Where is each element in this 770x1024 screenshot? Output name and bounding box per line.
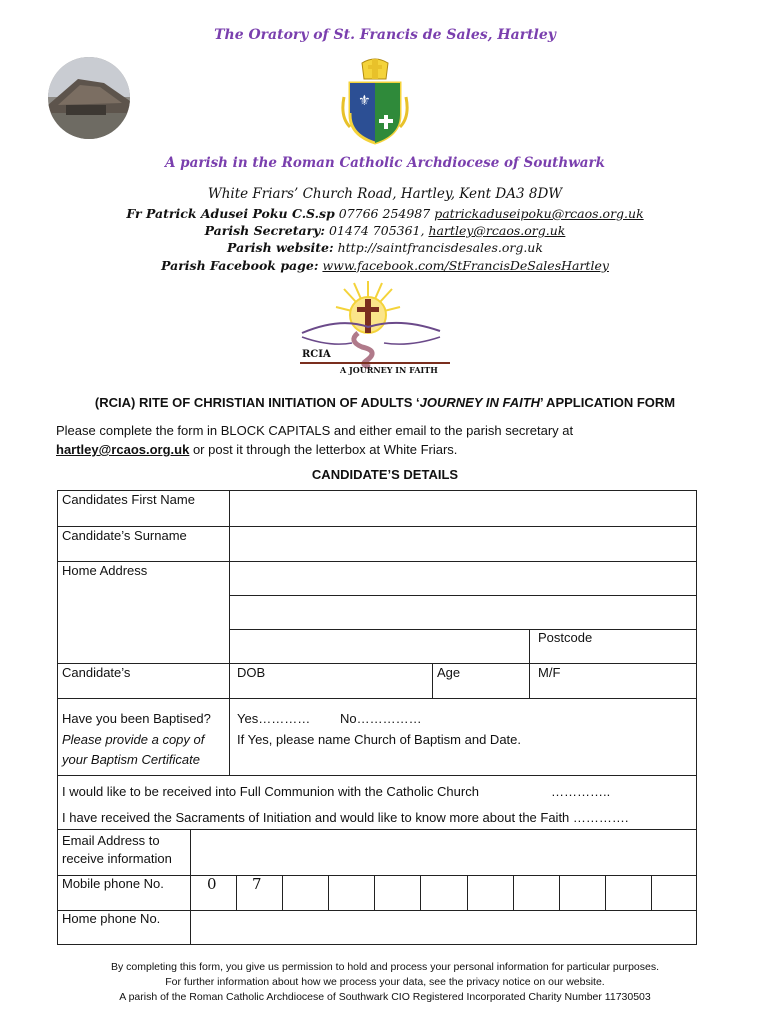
form-title-italic: JOURNEY IN FAITH xyxy=(419,395,541,410)
intro-email-link[interactable]: hartley@rcaos.org.uk xyxy=(56,442,190,457)
secretary-label: Parish Secretary: xyxy=(204,223,326,238)
baptised-no-option[interactable]: No…………… xyxy=(340,711,422,726)
email-input[interactable] xyxy=(191,830,696,875)
full-communion-tick[interactable]: ………….. xyxy=(551,784,611,799)
age-label: Age xyxy=(437,665,461,680)
address-line3-input[interactable] xyxy=(230,630,529,663)
intro-paragraph xyxy=(56,421,698,459)
mobile-digit-box[interactable] xyxy=(375,876,419,909)
church-photo xyxy=(48,57,130,139)
svg-text:⚜: ⚜ xyxy=(358,93,371,109)
mobile-digit-box[interactable] xyxy=(560,876,604,909)
rcia-logo-text: RCIA xyxy=(302,349,331,360)
email-label-line1: Email Address to xyxy=(62,833,160,848)
first-name-label: Candidates First Name xyxy=(62,492,195,507)
rcia-logo-tagline: A JOURNEY IN FAITH xyxy=(340,365,438,375)
parish-title: The Oratory of St. Francis de Sales, Hartley xyxy=(214,27,556,43)
postcode-label: Postcode xyxy=(538,630,593,645)
priest-contact-line xyxy=(0,206,770,221)
rcia-logo-rule xyxy=(300,362,450,364)
footer-charity: A parish of the Roman Catholic Archdiocese of Southwark CIO Registered Incorporated Charity Number 11730503 xyxy=(119,991,651,1003)
baptism-note-line1: Please provide a copy of xyxy=(62,732,205,747)
form-title-post: ’ APPLICATION FORM xyxy=(540,395,676,410)
home-phone-input[interactable] xyxy=(191,911,696,944)
home-address-label: Home Address xyxy=(62,563,148,578)
priest-name: Fr Patrick Adusei Poku C.S.sp xyxy=(126,206,335,221)
surname-label: Candidate’s Surname xyxy=(62,528,187,543)
facebook-link[interactable]: www.facebook.com/StFrancisDeSalesHartley xyxy=(322,258,609,273)
website-link[interactable]: http://saintfrancisdesales.org.uk xyxy=(337,240,543,255)
address-line2-input[interactable] xyxy=(230,596,696,629)
address-line1-input[interactable] xyxy=(230,562,696,595)
website-label: Parish website: xyxy=(227,240,334,255)
parish-subtitle: A parish in the Roman Catholic Archdiocese of Southwark xyxy=(164,155,606,171)
candidates-label: Candidate’s xyxy=(62,665,131,680)
dob-label: DOB xyxy=(237,665,266,680)
home-phone-label: Home phone No. xyxy=(62,911,161,926)
mobile-digit-box[interactable] xyxy=(329,876,373,909)
mobile-digit-box[interactable] xyxy=(514,876,558,909)
mobile-digit-box[interactable] xyxy=(283,876,327,909)
archdiocese-crest-icon xyxy=(340,57,410,147)
secretary-phone: 01474 705361, xyxy=(329,223,425,238)
full-communion-statement: I would like to be received into Full Communion with the Catholic Church xyxy=(62,784,479,799)
mobile-digit-2: 7 xyxy=(252,875,262,893)
email-label-line2: receive information xyxy=(62,851,172,866)
parish-address: White Friars’ Church Road, Hartley, Kent DA3 8DW xyxy=(207,186,563,202)
baptism-note-line2: your Baptism Certificate xyxy=(62,752,200,767)
mobile-digit-1: 0 xyxy=(207,875,217,893)
candidate-details-table xyxy=(57,490,697,945)
form-title xyxy=(0,395,770,410)
sex-label: M/F xyxy=(538,665,561,680)
mobile-digit-box[interactable] xyxy=(606,876,650,909)
mobile-digit-box[interactable] xyxy=(468,876,512,909)
footer-consent: By completing this form, you give us permission to hold and process your personal information for particular purposes. xyxy=(110,961,659,973)
secretary-email-link[interactable]: hartley@rcaos.org.uk xyxy=(428,223,566,238)
mobile-phone-label: Mobile phone No. xyxy=(62,876,164,891)
footer-privacy: For further information about how we process your data, see the privacy notice on our website. xyxy=(165,976,605,988)
rcia-logo xyxy=(300,277,450,377)
facebook-label: Parish Facebook page: xyxy=(161,258,319,273)
baptised-question: Have you been Baptised? xyxy=(62,711,211,726)
baptism-church-prompt: If Yes, please name Church of Baptism and Date. xyxy=(237,732,522,747)
secretary-contact-line xyxy=(0,223,770,238)
website-line xyxy=(0,240,770,255)
candidate-details-heading: CANDIDATE’S DETAILS xyxy=(311,467,459,482)
priest-email-link[interactable]: patrickaduseipoku@rcaos.org.uk xyxy=(434,206,644,221)
intro-text: Please complete the form in BLOCK CAPITALS and either email to the parish secretary at xyxy=(56,423,574,438)
baptised-yes-option[interactable]: Yes………… xyxy=(237,711,311,726)
form-title-pre: (RCIA) RITE OF CHRISTIAN INITIATION OF ADULTS ‘ xyxy=(94,395,420,410)
priest-phone: 07766 254987 xyxy=(338,206,431,221)
first-name-input[interactable] xyxy=(230,491,696,526)
mobile-digit-box[interactable] xyxy=(652,876,696,909)
mobile-digit-box[interactable] xyxy=(421,876,465,909)
surname-input[interactable] xyxy=(230,527,696,561)
intro-rest: or post it through the letterbox at White Friars. xyxy=(189,442,458,457)
facebook-line xyxy=(0,258,770,273)
sacraments-statement[interactable]: I have received the Sacraments of Initiation and would like to know more about the Faith …………. xyxy=(62,810,629,825)
